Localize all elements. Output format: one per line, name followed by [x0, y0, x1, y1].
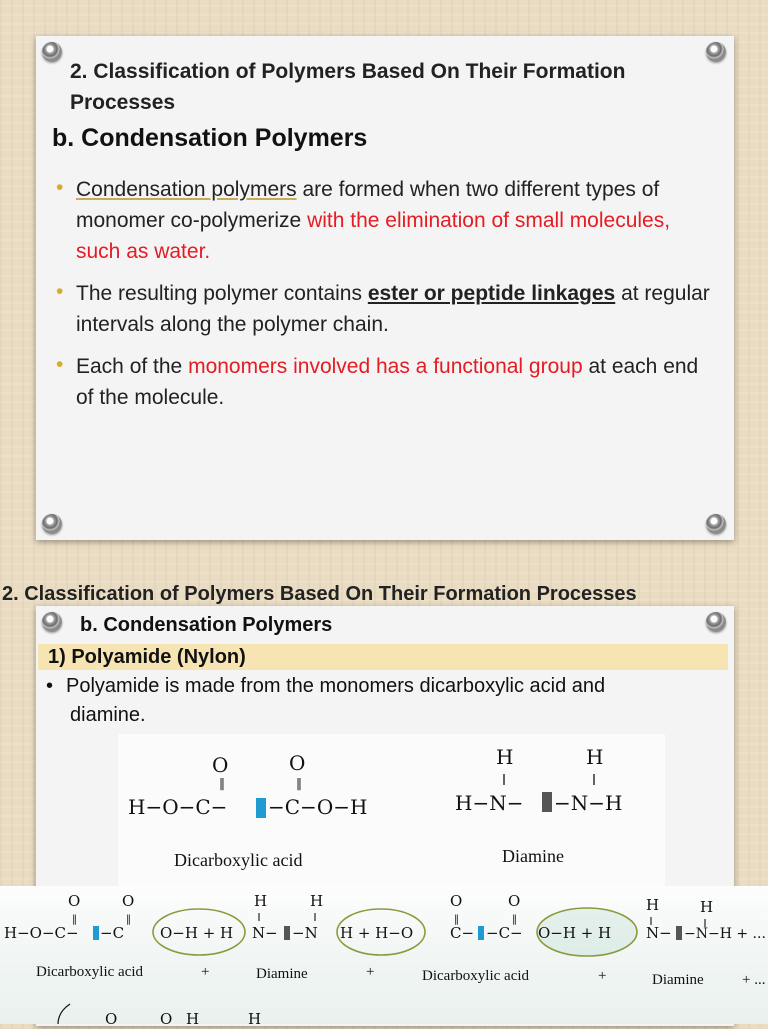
oxygen-atom: O	[68, 892, 81, 910]
r-group-block	[542, 792, 552, 812]
reaction-chain-segment: N−	[252, 924, 278, 942]
pin-icon	[42, 612, 62, 632]
bullet-text: are formed when two different types of monomer co-polymerize	[76, 178, 660, 232]
slide-card-top	[36, 36, 734, 540]
reaction-label: Dicarboxylic acid	[36, 964, 144, 980]
bullet-list	[56, 174, 716, 424]
double-bond-mark: ‖	[296, 776, 302, 790]
pin-icon	[42, 514, 62, 534]
bullet-text: The resulting polymer contains	[76, 282, 368, 305]
reaction-plus: +	[201, 964, 210, 980]
oxygen-atom: O	[105, 1010, 118, 1024]
reaction-chain-segment: C−	[450, 924, 475, 942]
monomer-structures	[118, 734, 665, 891]
slide-heading: 2. Classification of Polymers Based On Their Formation Processes	[70, 60, 626, 114]
double-bond-mark: ‖	[219, 776, 225, 790]
hydrogen-atom: H	[254, 892, 268, 910]
svg-text:‖: ‖	[72, 914, 77, 925]
reaction-chain-segment: −N−H + ...	[684, 926, 766, 942]
acid-label: Dicarboxylic acid	[174, 850, 303, 870]
oxygen-atom: O	[212, 753, 229, 777]
reaction-chain-segment: H−O−C−	[4, 924, 79, 942]
svg-text:‖: ‖	[126, 914, 131, 925]
hydrogen-atom: H	[586, 745, 604, 769]
bullet-highlight: with the elimination of small molecules, such as water.	[76, 209, 671, 263]
bullet-text: Each of the	[76, 355, 189, 378]
bullet-text: diamine.	[70, 704, 146, 726]
pin-icon	[706, 514, 726, 534]
amine-label: Diamine	[502, 846, 564, 866]
oxygen-atom: O	[450, 892, 463, 910]
reaction-figure	[0, 886, 768, 1024]
amine-chain-left: H−N−	[455, 791, 524, 815]
oxygen-atom: O	[160, 1010, 173, 1024]
reaction-chain-segment: N−	[646, 924, 672, 942]
slide-subtitle: b. Condensation Polymers	[52, 124, 368, 152]
pin-icon	[42, 42, 62, 62]
pin-icon	[706, 612, 726, 632]
bullet-text: Polyamide is made from the monomers dicarboxylic acid and	[66, 675, 606, 697]
bullet-item	[46, 672, 736, 730]
acid-chain-right: −C−O−H	[268, 795, 368, 819]
bullet-emphasis: ester or peptide linkages	[367, 282, 616, 305]
bullet-item	[56, 174, 716, 267]
reaction-plus: + ...	[742, 972, 766, 988]
hydrogen-atom: H	[646, 896, 660, 914]
slide-heading: 2. Classification of Polymers Based On Their Formation Processes	[2, 583, 637, 605]
hydrogen-atom: H	[310, 892, 324, 910]
product-bracket	[58, 1004, 70, 1024]
bullet-item	[56, 278, 716, 340]
svg-text:‖: ‖	[454, 914, 459, 925]
reaction-chain-segment: −C	[100, 924, 125, 942]
reaction-label: Diamine	[652, 972, 704, 988]
r-group-block	[284, 926, 290, 940]
reaction-plus: +	[366, 964, 375, 980]
reaction-chain-segment: H + H−O	[340, 924, 414, 942]
oxygen-atom: O	[122, 892, 135, 910]
bullet-item	[56, 351, 716, 413]
bullet-dot-icon: •	[46, 675, 54, 697]
bullet-highlight: monomers involved has a functional group	[188, 355, 583, 378]
reaction-chain-segment: −N	[292, 924, 318, 942]
oxygen-atom: O	[508, 892, 521, 910]
r-group-block	[676, 926, 682, 940]
reaction-label: Dicarboxylic acid	[422, 968, 530, 984]
slide-subtitle: b. Condensation Polymers	[80, 614, 333, 636]
bullet-text: at regular intervals along the polymer chain.	[76, 282, 710, 336]
section-band	[38, 644, 728, 670]
amine-chain-right: −N−H	[554, 791, 623, 815]
reaction-label: Diamine	[256, 966, 308, 982]
hydrogen-atom: H	[700, 898, 714, 916]
reaction-chain-segment: O−H + H	[538, 924, 612, 942]
oxygen-atom: O	[289, 751, 306, 775]
bullet-text: Condensation polymers	[76, 178, 297, 201]
reaction-scheme	[0, 886, 768, 1024]
r-group-block	[93, 926, 99, 940]
reaction-plus: +	[598, 968, 607, 984]
bullet-dot-icon: •	[56, 176, 64, 199]
r-group-block	[478, 926, 484, 940]
r-group-block	[256, 798, 266, 818]
bullet-dot-icon: •	[56, 280, 64, 303]
svg-text:‖: ‖	[512, 914, 517, 925]
hydrogen-atom: H	[186, 1010, 200, 1024]
bullet-dot-icon: •	[56, 353, 64, 376]
reaction-chain-segment: −C−	[486, 924, 523, 942]
hydrogen-atom: H	[248, 1010, 262, 1024]
acid-chain-left: H−O−C−	[128, 795, 228, 819]
section-title: 1) Polyamide (Nylon)	[48, 646, 246, 668]
monomer-figure	[118, 734, 665, 891]
reaction-chain-segment: O−H + H	[160, 924, 234, 942]
bullet-text: at each end of the molecule.	[76, 355, 699, 409]
hydrogen-atom: H	[496, 745, 514, 769]
